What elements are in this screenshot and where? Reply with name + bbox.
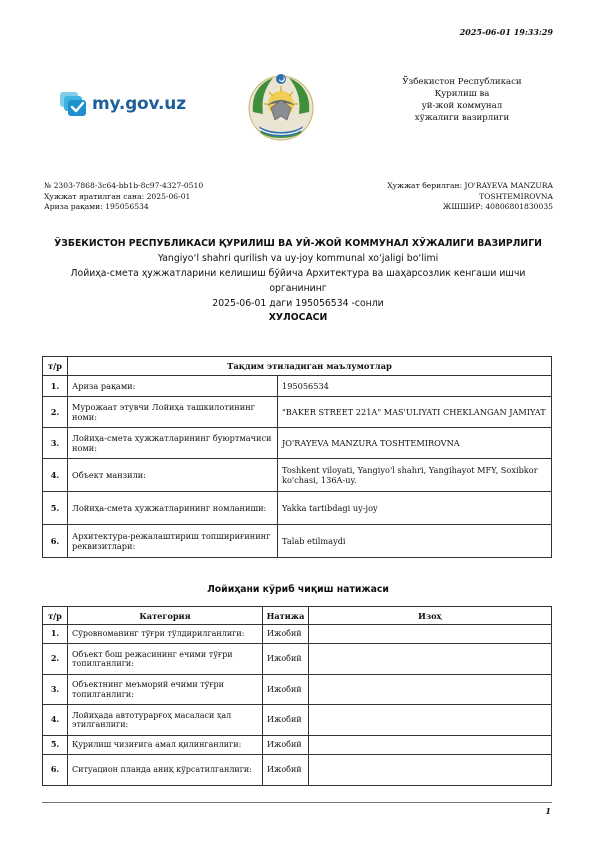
document-title bbox=[40, 237, 556, 325]
title-ministry: ЎЗБЕКИСТОН РЕСПУБЛИКАСИ ҚУРИЛИШ ВА УЙ-ЖОЙ КОММУНАЛ ХЎЖАЛИГИ ВАЗИРЛИГИ bbox=[54, 238, 542, 249]
row-label: Ариза рақами: bbox=[68, 376, 278, 397]
column-header-info: Тақдим этиладиган маълумотлар bbox=[68, 357, 552, 376]
ministry-name bbox=[388, 76, 536, 124]
row-value: "BAKER STREET 221A" MAS'ULIYATI CHEKLANGAN JAMIYAT bbox=[278, 397, 552, 428]
table-row bbox=[43, 459, 552, 492]
row-value: Talab etilmaydi bbox=[278, 525, 552, 558]
table-row bbox=[43, 705, 552, 736]
row-result: Ижобий bbox=[263, 675, 309, 705]
review-section-title: Лойиҳани кўриб чиқиш натижаси bbox=[207, 584, 389, 595]
row-number: 2. bbox=[43, 644, 68, 675]
row-number: 6. bbox=[43, 525, 68, 558]
row-number: 2. bbox=[43, 397, 68, 428]
row-category: Сўровноманинг тўғри тўлдирилганлиги: bbox=[68, 625, 263, 644]
title-date-number: 2025-06-01 даги 195056534 -сонли bbox=[212, 298, 384, 309]
table-row bbox=[43, 376, 552, 397]
row-result: Ижобий bbox=[263, 755, 309, 786]
row-number: 5. bbox=[43, 736, 68, 755]
row-note bbox=[309, 705, 552, 736]
document-number: № 2303-7868-3c64-bb1b-8c97-4327-0510 bbox=[44, 181, 204, 190]
row-note bbox=[309, 755, 552, 786]
table-row bbox=[43, 625, 552, 644]
row-category: Ситуацион планда аниқ кўрсатилганлиги: bbox=[68, 755, 263, 786]
table-row bbox=[43, 755, 552, 786]
table-row bbox=[43, 428, 552, 459]
row-number: 3. bbox=[43, 428, 68, 459]
row-label: Архитектура-режалаштириш топшириғининг реквизитлари: bbox=[68, 525, 278, 558]
table-row bbox=[43, 397, 552, 428]
row-category: Объект бош режасининг ечими тўғри топилганлиги: bbox=[68, 644, 263, 675]
review-results-table bbox=[42, 606, 552, 786]
table-row bbox=[43, 736, 552, 755]
table-row bbox=[43, 675, 552, 705]
row-number: 6. bbox=[43, 755, 68, 786]
row-category: Қурилиш чизиғига амал қилинганлиги: bbox=[68, 736, 263, 755]
mygov-logo bbox=[58, 90, 188, 122]
ministry-line-2: Қурилиш ва bbox=[434, 89, 490, 99]
row-value: 195056534 bbox=[278, 376, 552, 397]
ministry-line-4: хўжалиги вазирлиги bbox=[414, 113, 510, 123]
row-value: Toshkent viloyati, Yangiyo'l shahri, Yangihayot MFY, Soxibkor ko'chasi, 136A-uy. bbox=[278, 459, 552, 492]
row-result: Ижобий bbox=[263, 644, 309, 675]
row-note bbox=[309, 736, 552, 755]
row-result: Ижобий bbox=[263, 736, 309, 755]
row-value: JO'RAYEVA MANZURA TOSHTEMIROVNA bbox=[278, 428, 552, 459]
column-header-num: т/р bbox=[43, 357, 68, 376]
row-note bbox=[309, 644, 552, 675]
row-label: Лойиҳа-смета ҳужжатларининг номланиши: bbox=[68, 492, 278, 525]
mygov-logo-icon bbox=[58, 90, 92, 120]
table-header-row bbox=[43, 607, 552, 625]
column-header-num: т/р bbox=[43, 607, 68, 625]
row-result: Ижобий bbox=[263, 625, 309, 644]
row-number: 3. bbox=[43, 675, 68, 705]
submitted-info-table bbox=[42, 356, 552, 558]
row-label: Объект манзили: bbox=[68, 459, 278, 492]
title-conclusion: ХУЛОСАСИ bbox=[268, 312, 328, 323]
row-note bbox=[309, 675, 552, 705]
row-number: 1. bbox=[43, 376, 68, 397]
row-number: 1. bbox=[43, 625, 68, 644]
personal-id-number: ЖШШИР: 40806801830035 bbox=[442, 202, 553, 211]
column-header-note: Изоҳ bbox=[309, 607, 552, 625]
row-number: 5. bbox=[43, 492, 68, 525]
row-number: 4. bbox=[43, 459, 68, 492]
ministry-line-1: Ўзбекистон Республикаси bbox=[402, 77, 522, 87]
footer-divider bbox=[42, 802, 552, 803]
mygov-logo-text: my.gov.uz bbox=[92, 94, 186, 114]
document-created-date: Ҳужжат яратилган сана: 2025-06-01 bbox=[44, 191, 191, 201]
row-category: Лойиҳада автотурарғоҳ масаласи ҳал этилганлиги: bbox=[68, 705, 263, 736]
row-label: Мурожаат этувчи Лойиҳа ташкилотининг номи: bbox=[68, 397, 278, 428]
ministry-line-3: уй-жой коммунал bbox=[421, 101, 503, 111]
page-number: 1 bbox=[545, 806, 551, 816]
document-meta-right bbox=[387, 181, 553, 213]
column-header-result: Натижа bbox=[263, 607, 309, 625]
table-header-row bbox=[43, 357, 552, 376]
title-council: Лойиҳа-смета ҳужжатларини келишиш бўйича Архитектура ва шаҳарсозлик кенгаши ишчи органининг bbox=[70, 268, 526, 294]
row-value: Yakka tartibdagi uy-joy bbox=[278, 492, 552, 525]
table-row bbox=[43, 525, 552, 558]
column-header-category: Категория bbox=[68, 607, 263, 625]
state-emblem bbox=[243, 68, 319, 144]
row-number: 4. bbox=[43, 705, 68, 736]
table-row bbox=[43, 644, 552, 675]
row-result: Ижобий bbox=[263, 705, 309, 736]
issued-to: Ҳужжат берилган: JO'RAYEVA MANZURA bbox=[387, 181, 553, 190]
issued-to-continued: TOSHTEMIROVNA bbox=[479, 191, 553, 201]
document-meta-left bbox=[44, 181, 203, 213]
table-row bbox=[43, 492, 552, 525]
title-department: Yangiyo‘l shahri qurilish va uy-joy kommunal xo‘jaligi bo‘limi bbox=[157, 253, 439, 264]
row-note bbox=[309, 625, 552, 644]
application-number: Ариза рақами: 195056534 bbox=[44, 202, 149, 211]
row-label: Лойиҳа-смета ҳужжатларининг буюртмачиси номи: bbox=[68, 428, 278, 459]
generation-timestamp: 2025-06-01 19:33:29 bbox=[459, 27, 553, 37]
row-category: Объектнинг меъморий ечими тўғри топилганлиги: bbox=[68, 675, 263, 705]
